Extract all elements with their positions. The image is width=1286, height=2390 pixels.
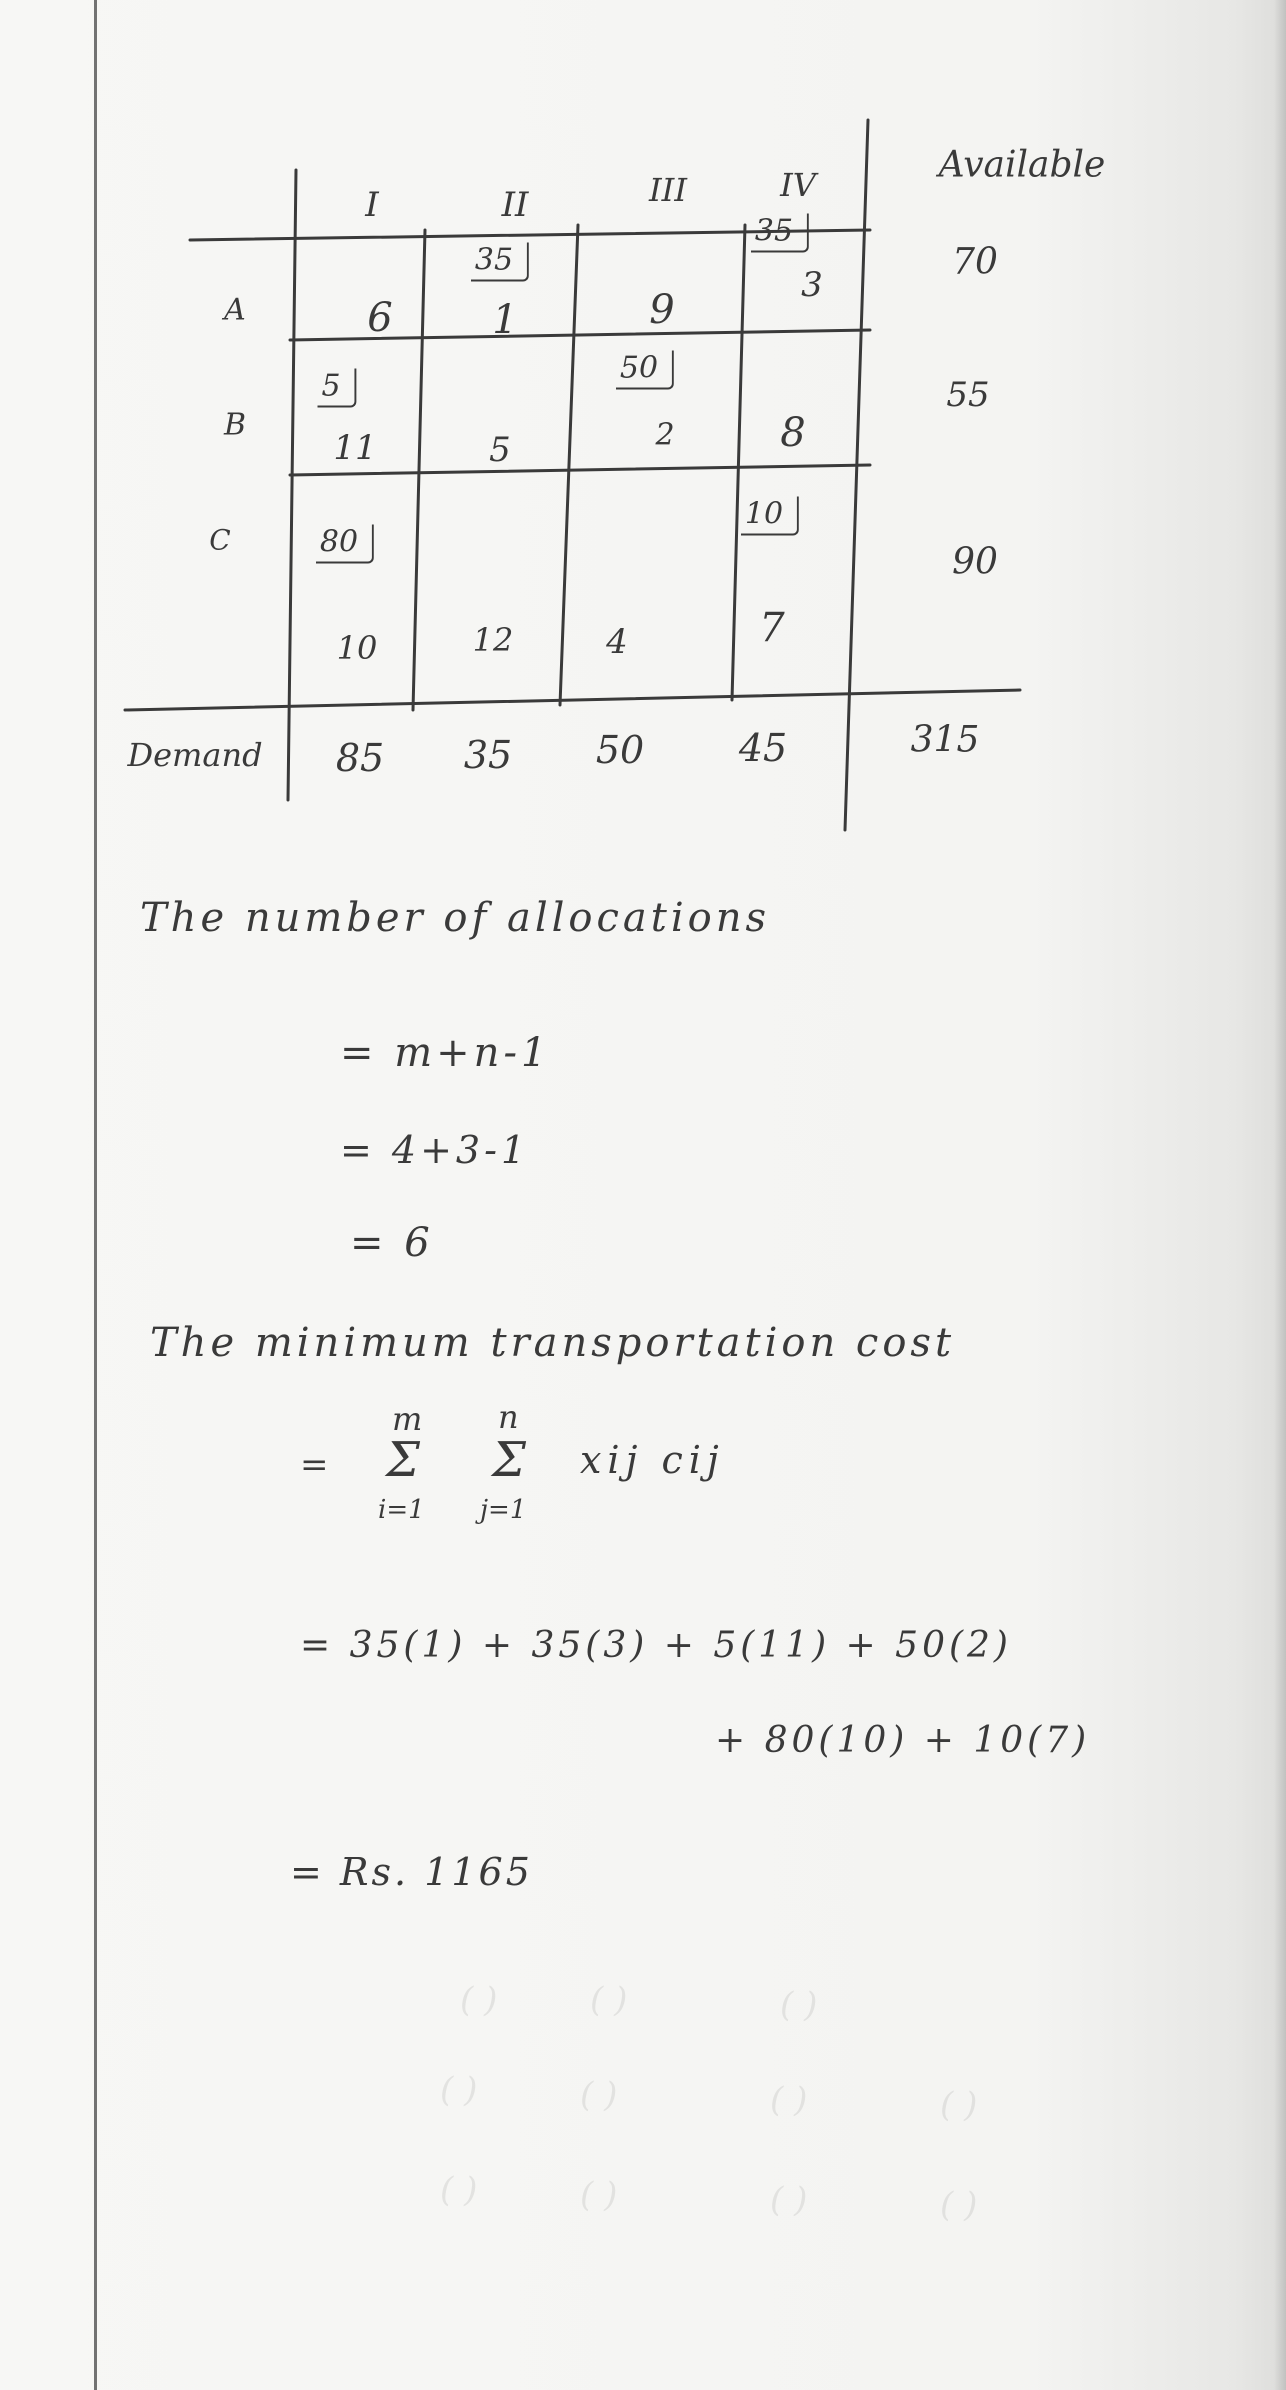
allocation-c-4: 10: [741, 497, 799, 536]
bleed-through-mark: ( ): [580, 2075, 618, 2115]
column-header-3: III: [649, 171, 687, 209]
allocation-a-4: 35: [751, 214, 809, 253]
column-header-1: I: [365, 185, 379, 225]
result-line: = Rs. 1165: [290, 1850, 533, 1894]
demand-3: 50: [595, 728, 645, 772]
row-label-b: B: [223, 407, 247, 443]
bleed-through-mark: ( ): [460, 1980, 498, 2020]
demand-4: 45: [738, 726, 788, 770]
available-c: 90: [952, 541, 998, 583]
cost-c-3: 4: [606, 622, 628, 662]
cost-b-3: 2: [655, 417, 675, 453]
bleed-through-mark: ( ): [580, 2175, 618, 2215]
bleed-through-mark: ( ): [590, 1980, 628, 2020]
cost-c-1: 10: [336, 629, 378, 667]
bleed-through-mark: ( ): [940, 2085, 978, 2125]
sum-symbol-i: Σ: [386, 1432, 420, 1488]
cost-a-2: 1: [492, 297, 518, 343]
sum-upper-m: m: [392, 1400, 423, 1438]
demand-total: 315: [910, 719, 980, 761]
formula-line-2: = 4+3-1: [340, 1128, 530, 1172]
sum-upper-n: n: [498, 1398, 519, 1436]
sum-lower-i: i=1: [378, 1495, 425, 1525]
allocation-a-2: 35: [471, 243, 529, 282]
column-header-2: II: [501, 185, 529, 225]
sum-equals: =: [300, 1445, 329, 1485]
cost-b-2: 5: [489, 430, 511, 470]
demand-2: 35: [463, 733, 513, 777]
bleed-through-mark: ( ): [770, 2180, 808, 2220]
cost-b-1: 11: [333, 428, 377, 468]
available-b: 55: [946, 375, 990, 415]
cost-c-2: 12: [472, 621, 514, 659]
cost-line-2: + 80(10) + 10(7): [715, 1720, 1091, 1761]
available-header: Available: [938, 144, 1106, 186]
cost-c-4: 7: [759, 605, 785, 651]
cost-a-3: 9: [649, 287, 675, 333]
bleed-through-mark: ( ): [770, 2080, 808, 2120]
cost-a-1: 6: [367, 295, 393, 341]
demand-label: Demand: [127, 736, 263, 774]
row-label-a: A: [224, 292, 246, 328]
allocation-b-1: 5: [317, 369, 356, 408]
demand-1: 85: [335, 736, 385, 780]
allocations-heading: The number of allocations: [140, 895, 770, 941]
sum-terms: xij cij: [580, 1438, 725, 1482]
sum-symbol-j: Σ: [492, 1432, 526, 1488]
allocation-c-1: 80: [316, 525, 374, 564]
cost-a-4: 3: [801, 265, 823, 305]
bleed-through-mark: ( ): [940, 2185, 978, 2225]
available-a: 70: [952, 241, 998, 283]
column-header-4: IV: [780, 166, 816, 204]
bleed-through-mark: ( ): [440, 2070, 478, 2110]
bleed-through-mark: ( ): [780, 1985, 818, 2025]
cost-line-1: = 35(1) + 35(3) + 5(11) + 50(2): [300, 1625, 1012, 1666]
min-cost-heading: The minimum transportation cost: [150, 1320, 956, 1366]
formula-line-3: = 6: [350, 1220, 434, 1266]
cost-b-4: 8: [780, 410, 806, 456]
formula-line-1: = m+n-1: [340, 1030, 551, 1076]
row-label-c: C: [209, 523, 231, 557]
allocation-b-3: 50: [616, 351, 674, 390]
sum-lower-j: j=1: [480, 1495, 527, 1525]
bleed-through-mark: ( ): [440, 2170, 478, 2210]
